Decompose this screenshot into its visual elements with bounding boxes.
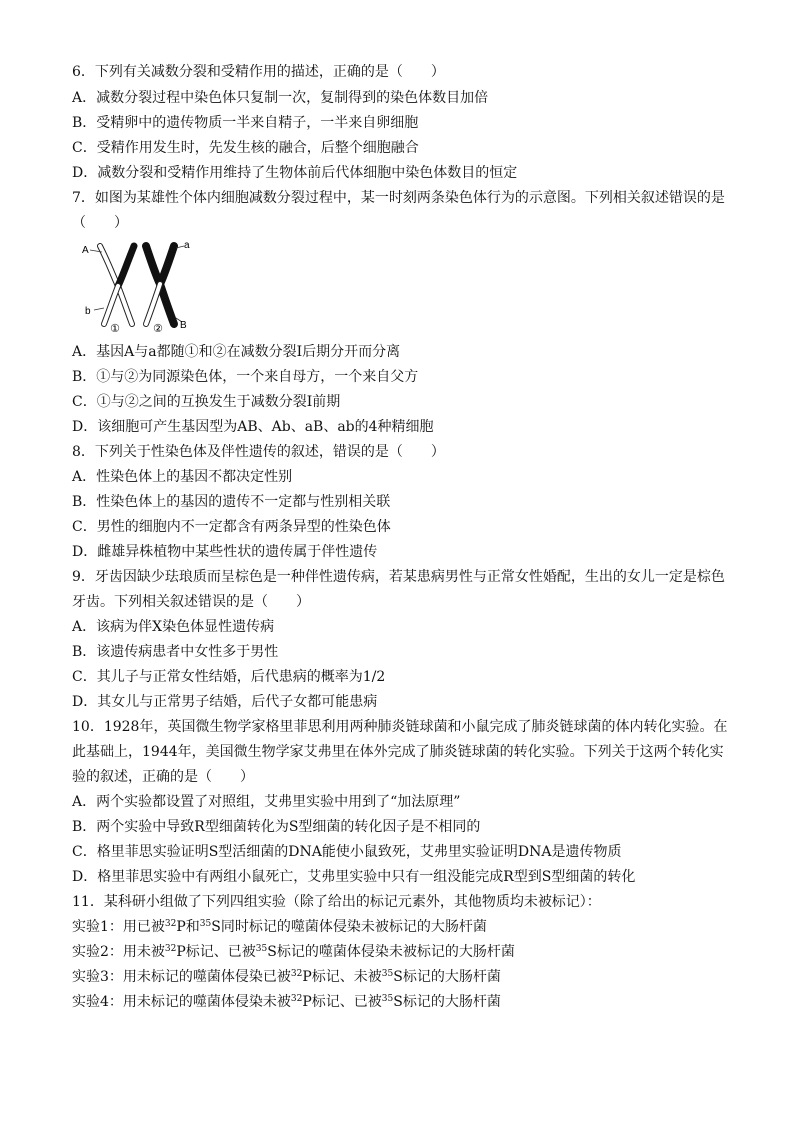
question-9-stem-cont: 牙齿。下列相关叙述错误的是（ ） (72, 594, 310, 610)
experiment-1-post: S同时标记的噬菌体侵染未被标记的大肠杆菌 (211, 919, 487, 935)
chromosome-figure (80, 238, 190, 332)
isotope-35: 35 (381, 969, 394, 979)
label-gene-a: a (184, 240, 190, 251)
question-6-option-a: A．减数分裂过程中染色体只复制一次，复制得到的染色体数目加倍 (72, 90, 489, 106)
isotope-32: 32 (164, 944, 177, 954)
experiment-4 (72, 993, 734, 1011)
question-10-option-a: A．两个实验都设置了对照组，艾弗里实验中用到了“加法原理” (72, 794, 461, 810)
chromosome-diagram (80, 238, 190, 332)
question-8: 8．下列关于性染色体及伴性遗传的叙述，错误的是（ ） (72, 444, 445, 460)
question-9-option-a: A．该病为伴X染色体显性遗传病 (72, 619, 275, 635)
experiment-3 (72, 968, 734, 986)
experiment-3-mid: P标记、未被 (302, 969, 382, 985)
experiment-4-post: S标记的大肠杆菌 (393, 994, 501, 1010)
question-6-option-b: B．受精卵中的遗传物质一半来自精子，一半来自卵细胞 (72, 115, 419, 131)
isotope-32: 32 (290, 994, 303, 1004)
question-7-stem: 7．如图为某雄性个体内细胞减数分裂过程中，某一时刻两条染色体行为的示意图。下列相关叙述错误的是 (72, 190, 725, 206)
experiment-2-pre: 实验2：用未被 (72, 944, 165, 960)
experiment-3-post: S标记的大肠杆菌 (393, 969, 501, 985)
experiment-1 (72, 918, 734, 936)
question-11: 11．某科研小组做了下列四组实验（除了给出的标记元素外，其他物质均未被标记）： (72, 894, 601, 910)
question-6: 6．下列有关减数分裂和受精作用的描述，正确的是（ ） (72, 64, 445, 80)
label-gene-B: B (180, 320, 187, 331)
question-10-stem: 10．1928年，英国微生物学家格里菲思利用两种肺炎链球菌和小鼠完成了肺炎链球菌的体内转化实验。在 (72, 719, 728, 735)
label-chromosome-2: ② (153, 322, 163, 332)
question-10-option-b: B．两个实验中导致R型细菌转化为S型细菌的转化因子是不相同的 (72, 819, 481, 835)
question-9-option-c: C．其儿子与正常女性结婚，后代患病的概率为1/2 (72, 669, 386, 685)
question-7-option-a: A．基因A与a都随①和②在减数分裂Ⅰ后期分开而分离 (72, 344, 401, 360)
question-7-option-b: B．①与②为同源染色体，一个来自母方，一个来自父方 (72, 369, 419, 385)
isotope-32: 32 (164, 919, 177, 929)
experiment-2 (72, 943, 734, 961)
question-8-option-a: A．性染色体上的基因不都决定性别 (72, 469, 293, 485)
experiment-1-mid: P和 (176, 919, 200, 935)
question-10-option-c: C．格里菲思实验证明S型活细菌的DNA能使小鼠致死，艾弗里实验证明DNA是遗传物质 (72, 844, 622, 860)
isotope-35: 35 (381, 994, 394, 1004)
experiment-3-pre: 实验3：用未标记的噬菌体侵染已被 (72, 969, 291, 985)
question-10-option-d: D．格里菲思实验中有两组小鼠死亡，艾弗里实验中只有一组没能完成R型到S型细菌的转化 (72, 869, 636, 885)
isotope-35: 35 (255, 944, 268, 954)
chromosome-2 (146, 246, 174, 324)
experiment-1-pre: 实验1：用已被 (72, 919, 165, 935)
question-6-option-d: D．减数分裂和受精作用维持了生物体前后代体细胞中染色体数目的恒定 (72, 165, 518, 181)
question-8-option-b: B．性染色体上的基因的遗传不一定都与性别相关联 (72, 494, 391, 510)
question-8-option-d: D．雌雄异株植物中某些性状的遗传属于伴性遗传 (72, 544, 378, 560)
label-gene-A: A (82, 245, 89, 256)
question-9-option-d: D．其女儿与正常男子结婚，后代子女都可能患病 (72, 694, 378, 710)
question-7-option-c: C．①与②之间的互换发生于减数分裂Ⅰ前期 (72, 394, 341, 410)
label-chromosome-1: ① (110, 322, 120, 332)
question-10-stem-cont: 此基础上，1944年，美国微生物学家艾弗里在体外完成了肺炎链球菌的转化实验。下列关于这两个转化实 (72, 744, 724, 760)
question-7-blank: （ ） (72, 215, 128, 231)
question-6-option-c: C．受精作用发生时，先发生核的融合，后整个细胞融合 (72, 140, 419, 156)
isotope-32: 32 (290, 969, 303, 979)
label-gene-b: b (85, 306, 91, 317)
experiment-2-mid: P标记、已被 (176, 944, 256, 960)
experiment-4-mid: P标记、已被 (302, 994, 382, 1010)
question-9-option-b: B．该遗传病患者中女性多于男性 (72, 644, 279, 660)
question-8-option-c: C．男性的细胞内不一定都含有两条异型的性染色体 (72, 519, 391, 535)
chromosome-1 (100, 246, 134, 324)
isotope-35: 35 (199, 919, 212, 929)
experiment-2-post: S标记的噬菌体侵染未被标记的大肠杆菌 (267, 944, 515, 960)
experiment-4-pre: 实验4：用未标记的噬菌体侵染未被 (72, 994, 291, 1010)
question-10-stem-end: 验的叙述，正确的是（ ） (72, 769, 254, 785)
question-7-option-d: D．该细胞可产生基因型为AB、Ab、aB、ab的4种精细胞 (72, 419, 434, 435)
question-9-stem: 9．牙齿因缺少珐琅质而呈棕色是一种伴性遗传病，若某患病男性与正常女性婚配，生出的女儿一定是棕色 (72, 569, 725, 585)
